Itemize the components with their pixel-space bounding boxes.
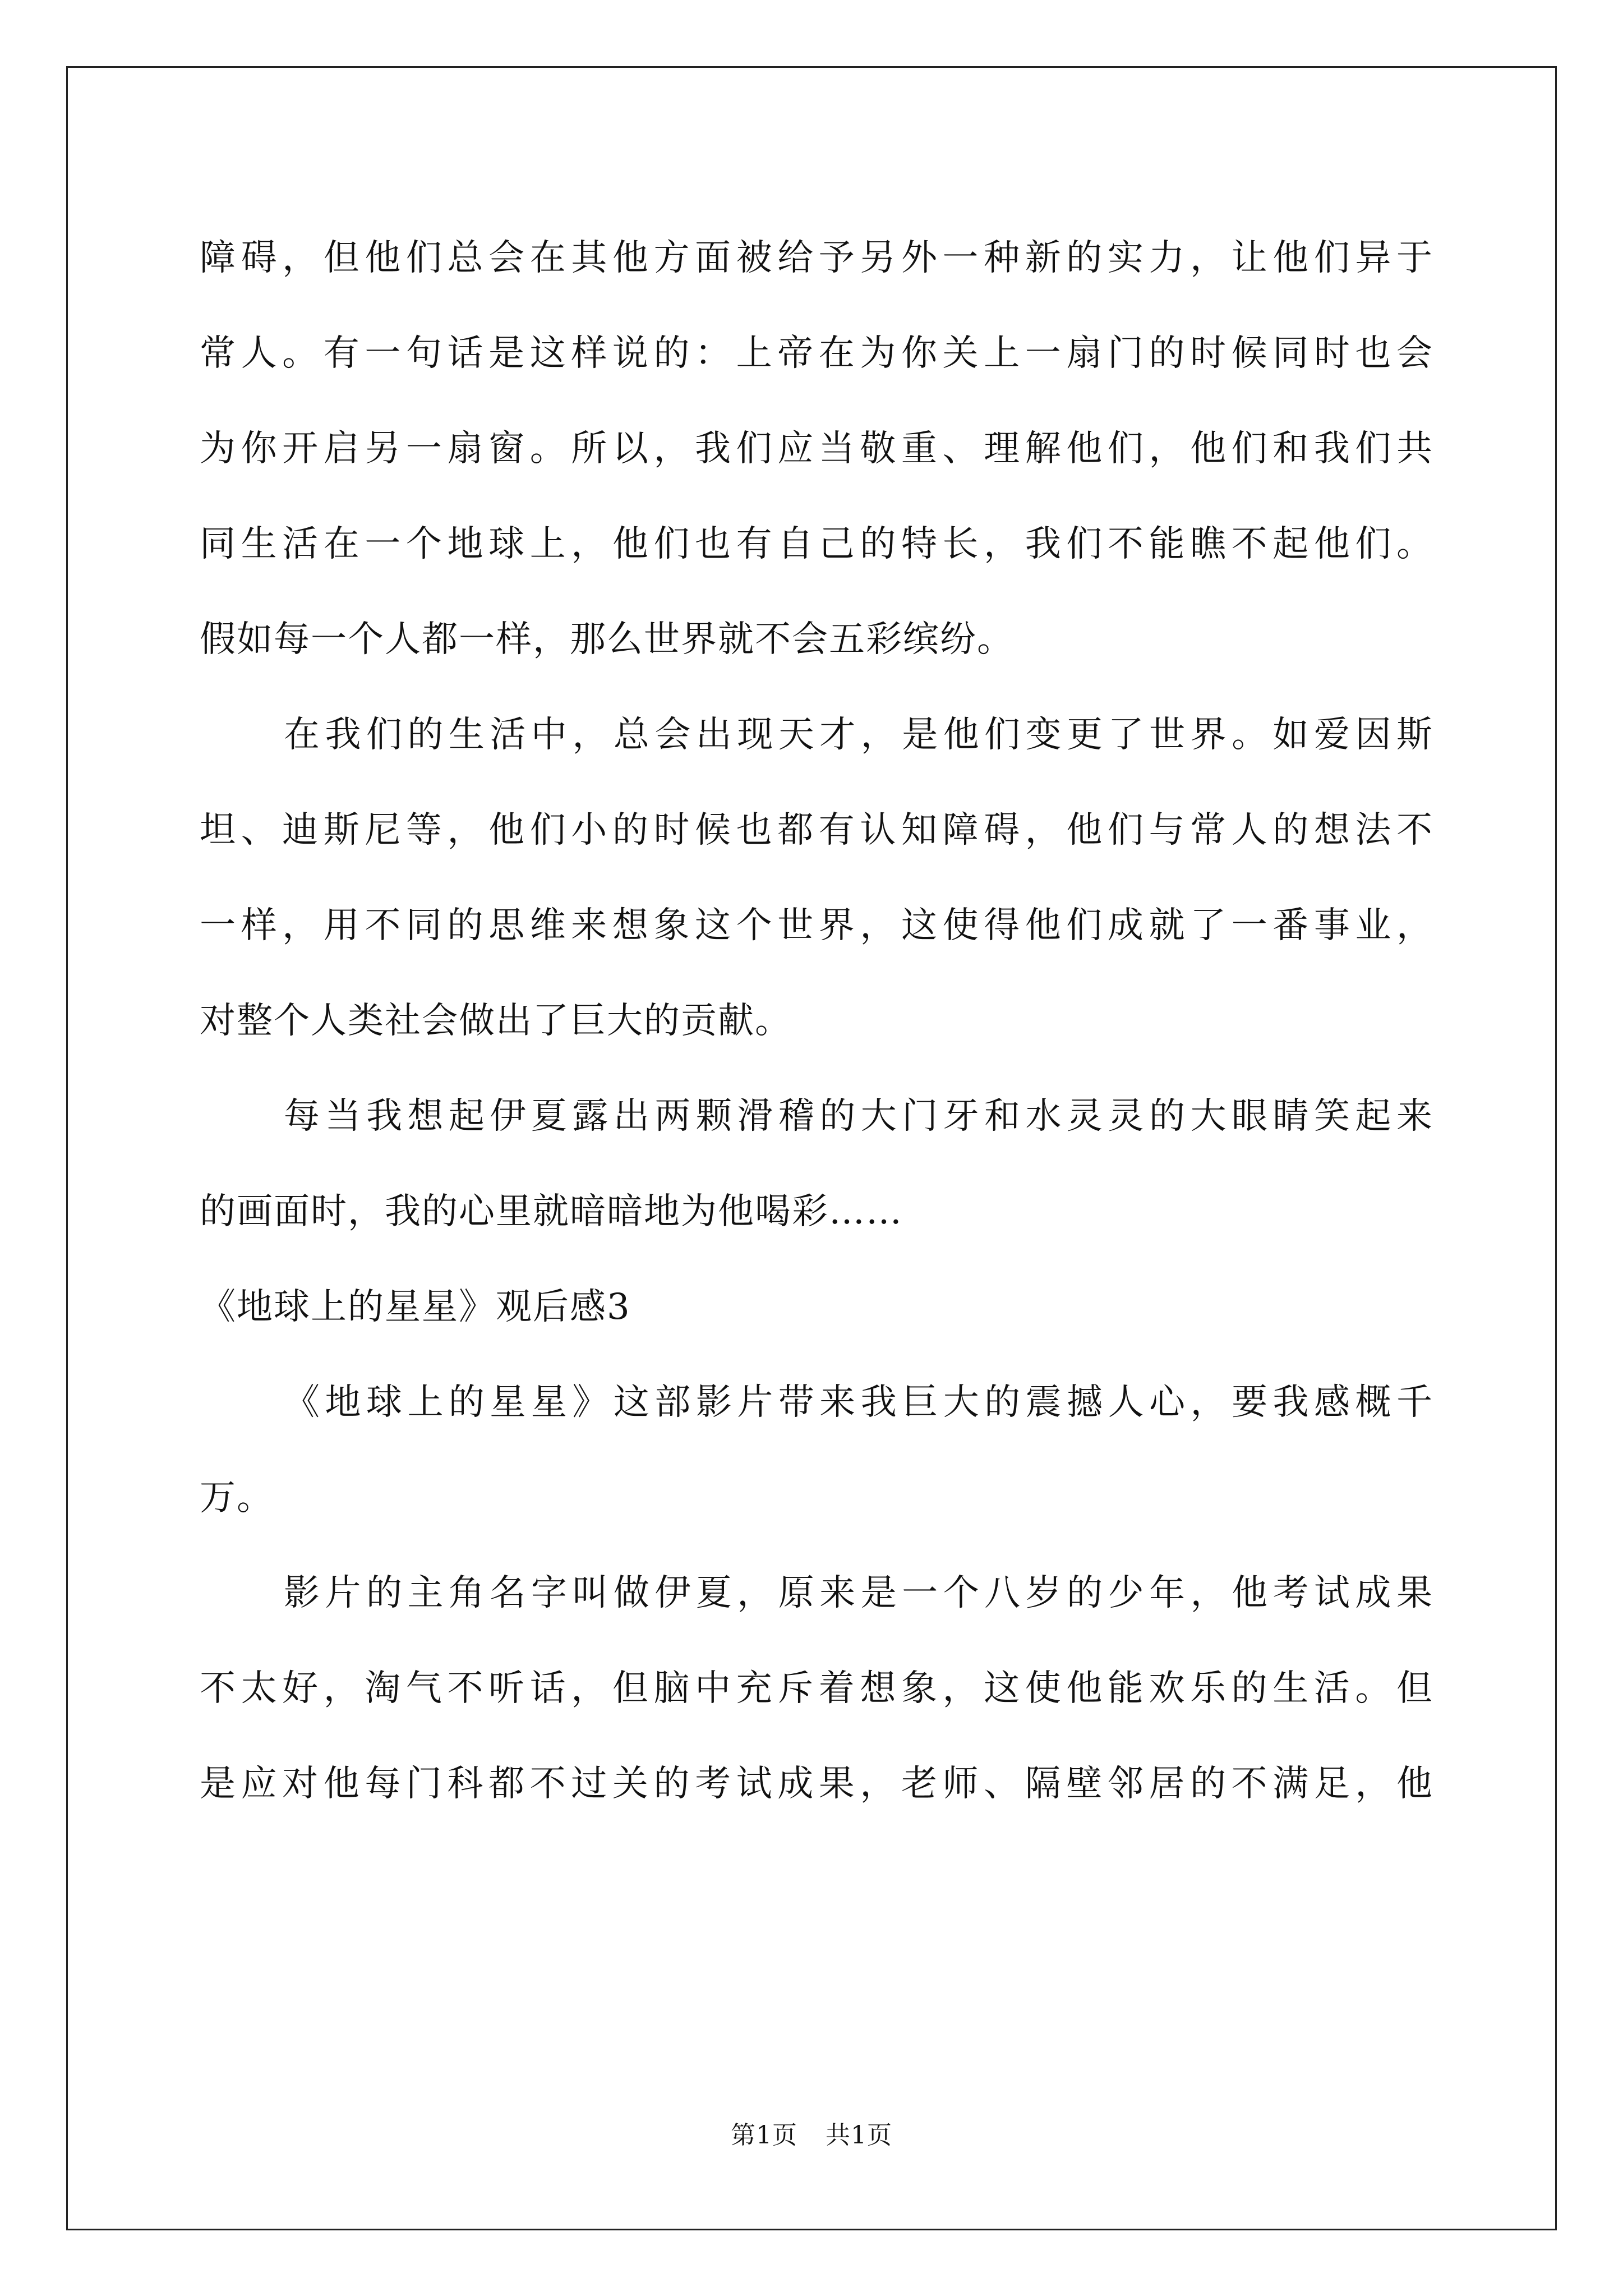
paragraph-first-line: 每当我想起伊夏露出两颗滑稽的大门牙和水灵灵的大眼睛笑起来 xyxy=(284,1096,1433,1137)
body-line: 一样，用不同的思维来想象这个世界，这使得他们成就了一番事业， xyxy=(200,905,1433,946)
paragraph-first-line: 《地球上的星星》这部影片带来我巨大的震撼人心，要我感概千 xyxy=(284,1382,1433,1423)
body-line: 是应对他每门科都不过关的考试成果，老师、隔壁邻居的不满足，他 xyxy=(200,1763,1433,1805)
page-total: 共1页 xyxy=(826,2121,892,2150)
section-heading: 《地球上的星星》观后感3 xyxy=(200,1286,631,1328)
page-footer xyxy=(0,2115,1623,2151)
body-line: 常人。有一句话是这样说的：上帝在为你关上一扇门的时候同时也会 xyxy=(200,333,1433,374)
body-line: 障碍，但他们总会在其他方面被给予另外一种新的实力，让他们异于 xyxy=(200,237,1433,279)
document-body xyxy=(200,210,1433,1832)
body-line: 同生活在一个地球上，他们也有自己的特长，我们不能瞧不起他们。 xyxy=(200,523,1433,565)
paragraph-first-line: 影片的主角名字叫做伊夏，原来是一个八岁的少年，他考试成果 xyxy=(284,1572,1433,1614)
body-line: 假如每一个人都一样，那么世界就不会五彩缤纷。 xyxy=(200,619,1014,660)
body-line: 对整个人类社会做出了巨大的贡献。 xyxy=(200,1000,792,1042)
paragraph-first-line: 在我们的生活中，总会出现天才，是他们变更了世界。如爱因斯 xyxy=(284,714,1433,756)
body-line: 坦、迪斯尼等，他们小的时候也都有认知障碍，他们与常人的想法不 xyxy=(200,809,1433,851)
body-line: 的画面时，我的心里就暗暗地为他喝彩…… xyxy=(200,1191,903,1232)
page-number: 第1页 xyxy=(731,2121,797,2150)
body-line: 万。 xyxy=(200,1477,274,1519)
body-line: 为你开启另一扇窗。所以，我们应当敬重、理解他们，他们和我们共 xyxy=(200,428,1433,470)
body-line: 不太好，淘气不听话，但脑中充斥着想象，这使他能欢乐的生活。但 xyxy=(200,1668,1433,1709)
